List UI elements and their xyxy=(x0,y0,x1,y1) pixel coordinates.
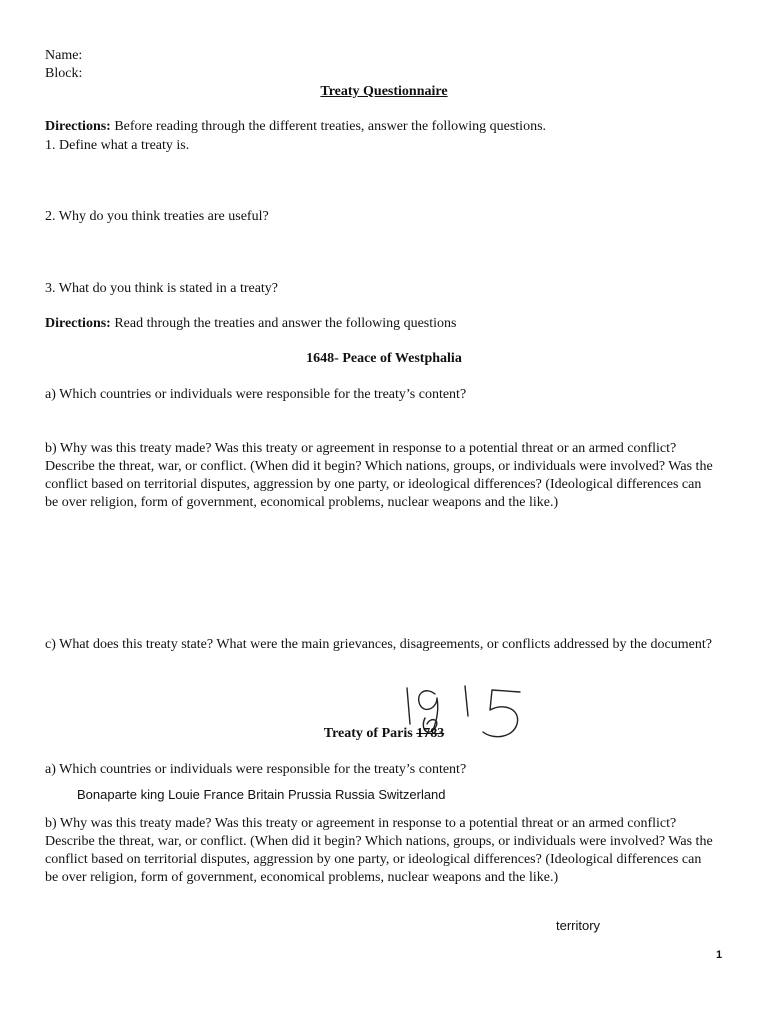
treaty-2-struck-year: 1783 xyxy=(416,726,445,741)
treaty-2-heading xyxy=(0,725,768,743)
page-number: 1 xyxy=(716,949,723,961)
treaty-2-question-a: a) Which countries or individuals were responsible for the treaty’s content? xyxy=(45,762,467,777)
directions-2 xyxy=(45,315,456,333)
directions-1 xyxy=(45,118,546,136)
handwritten-year-text: 1815 xyxy=(395,748,397,749)
directions-2-text: Read through the treaties and answer the following questions xyxy=(110,316,457,331)
name-label: Name: xyxy=(45,48,83,63)
page-title: Treaty Questionnaire xyxy=(320,84,448,99)
handwriting-stroke-1b xyxy=(465,686,468,716)
treaty-2-answer-a: Bonaparte king Louie France Britain Prussia Russia Switzerland xyxy=(77,787,446,802)
treaty-1-question-c: c) What does this treaty state? What were the main grievances, disagreements, or conflicts addressed by the document? xyxy=(45,637,712,652)
block-label: Block: xyxy=(45,66,83,81)
directions-1-label: Directions: xyxy=(45,119,111,134)
directions-2-label: Directions: xyxy=(45,316,111,331)
treaty-2-question-b: b) Why was this treaty made? Was this treaty or agreement in response to a potential threat or an armed conflict? Describe the threat, war, or conflict. (When did it begin? Which nations, groups, or individuals were involved? Was the conflict based on territorial disputes, aggression by one party, or ideological differences? (Ideological differences can be over religion, form of government, economical problems, nuclear weapons and the like.) xyxy=(45,816,713,885)
handwriting-stroke-1 xyxy=(407,688,410,724)
directions-1-text: Before reading through the different treaties, answer the following questions. xyxy=(110,119,547,134)
treaty-1-question-b: b) Why was this treaty made? Was this treaty or agreement in response to a potential threat or an armed conflict? Describe the threat, war, or conflict. (When did it begin? Which nations, groups, or individuals were involved? Was the conflict based on territorial disputes, aggression by one party, or ideological differences? (Ideological differences can be over religion, form of government, economical problems, nuclear weapons and the like.) xyxy=(45,441,713,510)
treaty-1-heading: 1648- Peace of Westphalia xyxy=(306,351,462,366)
question-2: 2. Why do you think treaties are useful? xyxy=(45,209,269,224)
question-3: 3. What do you think is stated in a treaty? xyxy=(45,281,279,296)
treaty-2-heading-text: Treaty of Paris xyxy=(323,726,417,741)
treaty-2-answer-b: territory xyxy=(556,918,601,933)
question-1: 1. Define what a treaty is. xyxy=(45,138,190,153)
treaty-1-question-a: a) Which countries or individuals were responsible for the treaty’s content? xyxy=(45,387,467,402)
